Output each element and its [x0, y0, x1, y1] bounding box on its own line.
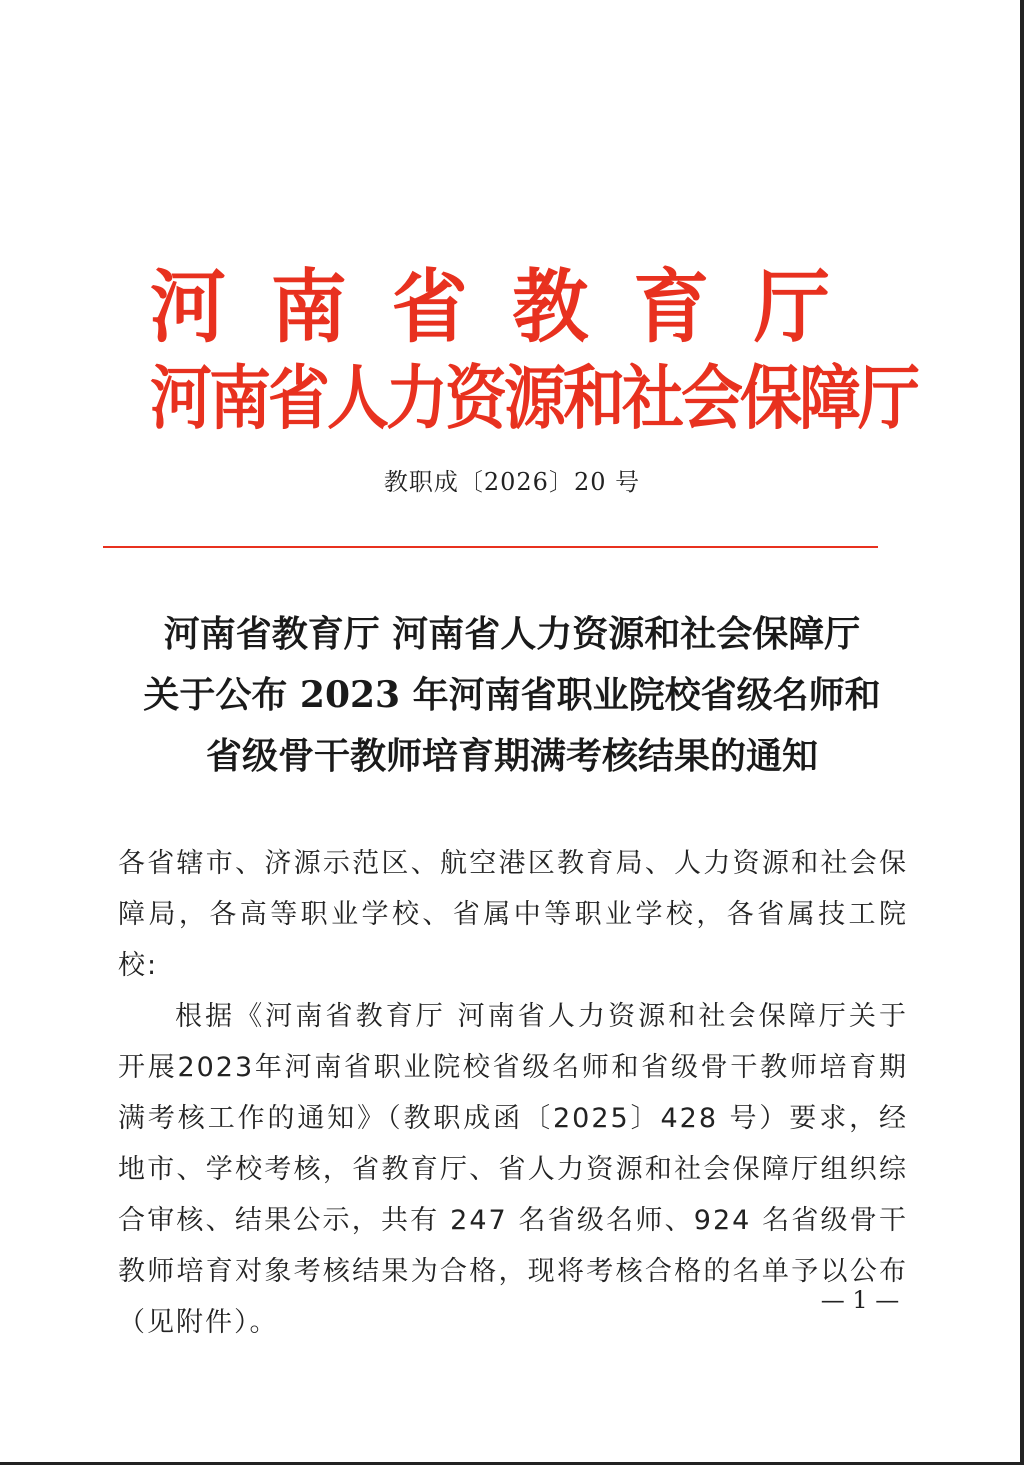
issuer-name-education-dept [150, 259, 830, 354]
page-number: — 1 — [820, 1286, 900, 1314]
body-paragraph: 根据《河南省教育厅 河南省人力资源和社会保障厅关于开展2023年河南省职业院校省级名师和省级骨干教师培育期满考核工作的通知》（教职成函〔2025〕428 号）要求，经地市、学校考核，省教育厅、省人力资源和社会保障厅组织综合审核、结果公示，共有 247 名省级名师、924 名省级骨干教师培育对象考核结果为合格，现将考核合格的名单予以公布（见附件）。 [118, 1001, 908, 1338]
document-number: 教职成〔2026〕20 号 [383, 468, 641, 496]
issuer-char: 育 [633, 259, 710, 354]
title-line-1: 河南省教育厅 河南省人力资源和社会保障厅 [163, 613, 861, 655]
issuer-char: 教 [512, 259, 589, 354]
salutation: 各省辖市、济源示范区、航空港区教育局、人力资源和社会保障局，各高等职业学校、省属中等职业学校，各省属技工院校: [118, 848, 908, 981]
issuer-char: 厅 [753, 259, 830, 354]
issuer-char: 河 [150, 259, 226, 354]
issuer-name-hr-dept: 河南省人力资源和社会保障厅 [150, 356, 918, 439]
issuer-char: 南 [270, 259, 347, 354]
title-line-3: 省级骨干教师培育期满考核结果的通知 [205, 735, 818, 777]
issuer-char: 省 [391, 259, 468, 354]
header-divider [103, 546, 878, 548]
title-line-2: 关于公布 2023 年河南省职业院校省级名师和 [143, 674, 881, 716]
document-title [0, 604, 1024, 787]
document-body [118, 838, 908, 1348]
